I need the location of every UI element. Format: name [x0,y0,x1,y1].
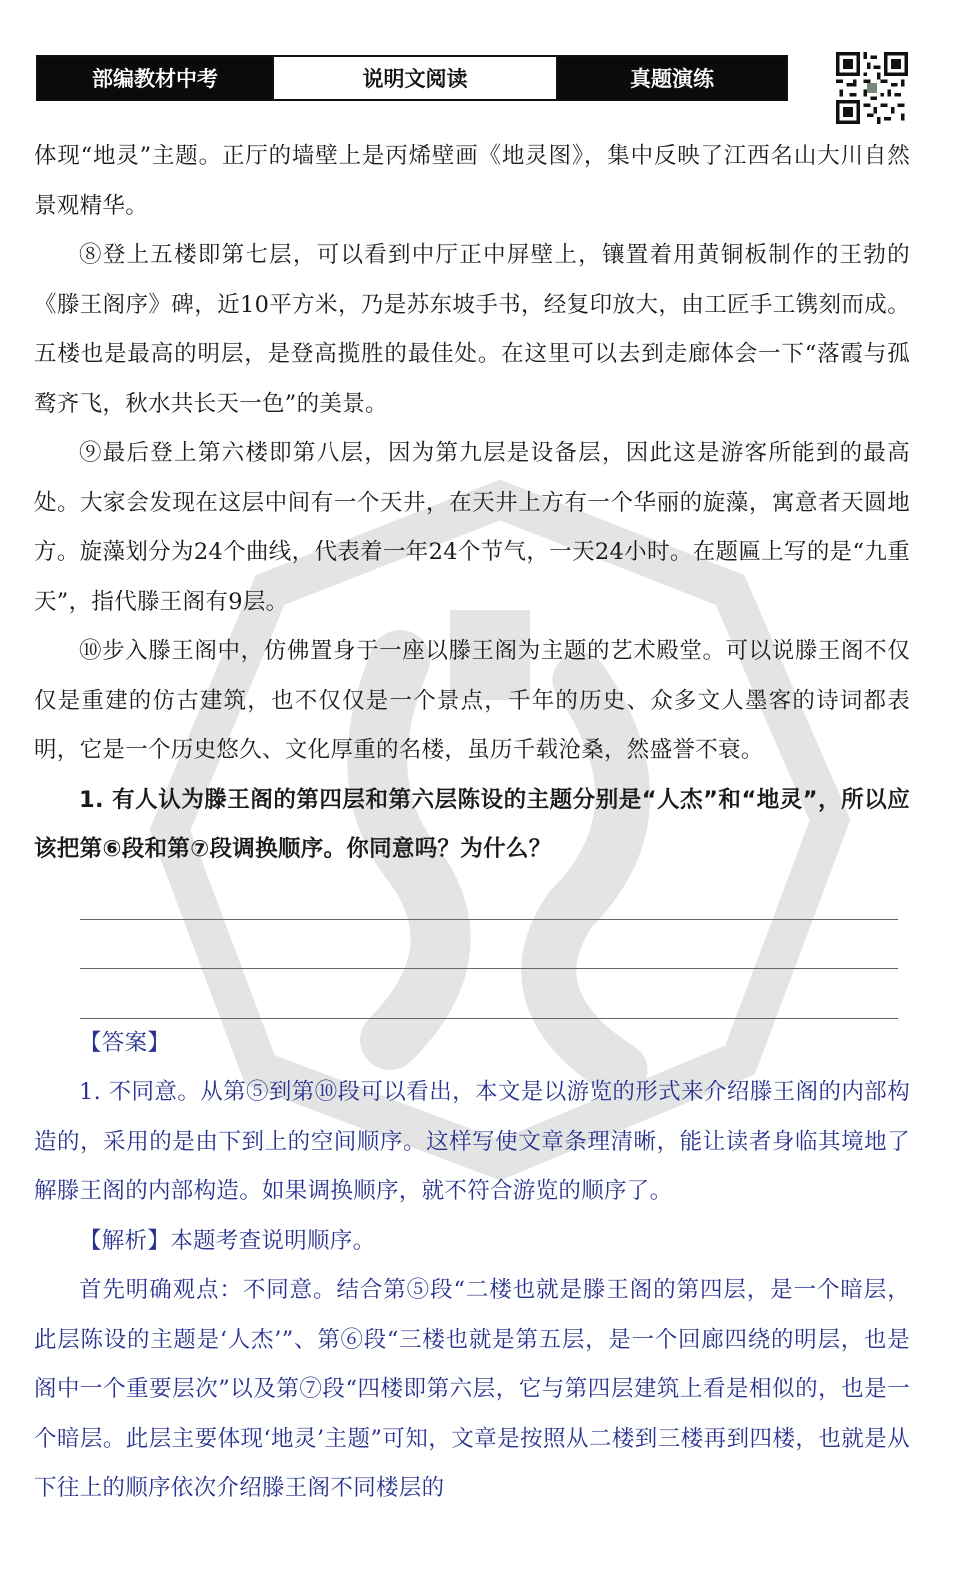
header-section: 真题演练 [558,57,786,99]
answer-heading: 【答案】 [79,1029,171,1056]
question-1: 1. 有人认为滕王阁的第四层和第六层陈设的主题分别是“人杰”和“地灵”，所以应该把第⑥段和第⑦段调换顺序。你同意吗？为什么？ [34,786,910,862]
paragraph-10: ⑩步入滕王阁中，仿佛置身于一座以滕王阁为主题的艺术殿堂。可以说滕王阁不仅仅是重建的仿古建筑，也不仅仅是一个景点，千年的历史、众多文人墨客的诗词都表明，它是一个历史悠久、文化厚重的名楼，虽历千载沧桑，然盛誉不衰。 [34,638,910,763]
paragraph-continued: 体现“地灵”主题。正厅的墙壁上是丙烯壁画《地灵图》，集中反映了江西名山大川自然景观精华。 [34,143,910,219]
qr-code-icon [836,52,908,124]
analysis-intro: 本题考查说明顺序。 [170,1227,376,1254]
paragraph-9: ⑨最后登上第六楼即第八层，因为第九层是设备层，因此这是游客所能到的最高处。大家会发现在这层中间有一个天井，在天井上方有一个华丽的旋藻，寓意者天圆地方。旋藻划分为24个曲线，代表着一年24个节气，一天24小时。在题匾上写的是“九重天”，指代滕王阁有9层。 [34,440,910,615]
article-body [34,132,910,1514]
answer-line [80,920,898,970]
analysis-text: 首先明确观点：不同意。结合第⑤段“二楼也就是滕王阁的第四层，是一个暗层，此层陈设的主题是‘人杰’”、第⑥段“三楼也就是第五层，是一个回廊四绕的明层，也是阁中一个重要层次”以及第⑦段“四楼即第六层，它与第四层建筑上看是相似的，也是一个暗层。此层主要体现‘地灵’主题”可知，文章是按照从二楼到三楼再到四楼，也就是从下往上的顺序依次介绍滕王阁不同楼层的 [34,1277,910,1501]
header-topic: 说明文阅读 [272,57,558,99]
answer-line [80,875,898,920]
paragraph-8: ⑧登上五楼即第七层，可以看到中厅正中屏壁上，镶置着用黄铜板制作的王勃的《滕王阁序》碑，近10平方米，乃是苏东坡手书，经复印放大，由工匠手工镌刻而成。五楼也是最高的明层，是登高揽胜的最佳处。在这里可以去到走廊体会一下“落霞与孤鹜齐飞，秋水共长天一色”的美景。 [34,242,910,417]
answer-line [80,969,898,1019]
header-category: 部编教材中考 [38,57,272,99]
answer-text: 1. 不同意。从第⑤到第⑩段可以看出，本文是以游览的形式来介绍滕王阁的内部构造的，采用的是由下到上的空间顺序。这样写使文章条理清晰，能让读者身临其境地了解滕王阁的内部构造。如果调换顺序，就不符合游览的顺序了。 [34,1079,910,1204]
analysis-line [34,1217,910,1267]
page-header [36,55,788,101]
analysis-heading: 【解析】 [79,1227,171,1254]
